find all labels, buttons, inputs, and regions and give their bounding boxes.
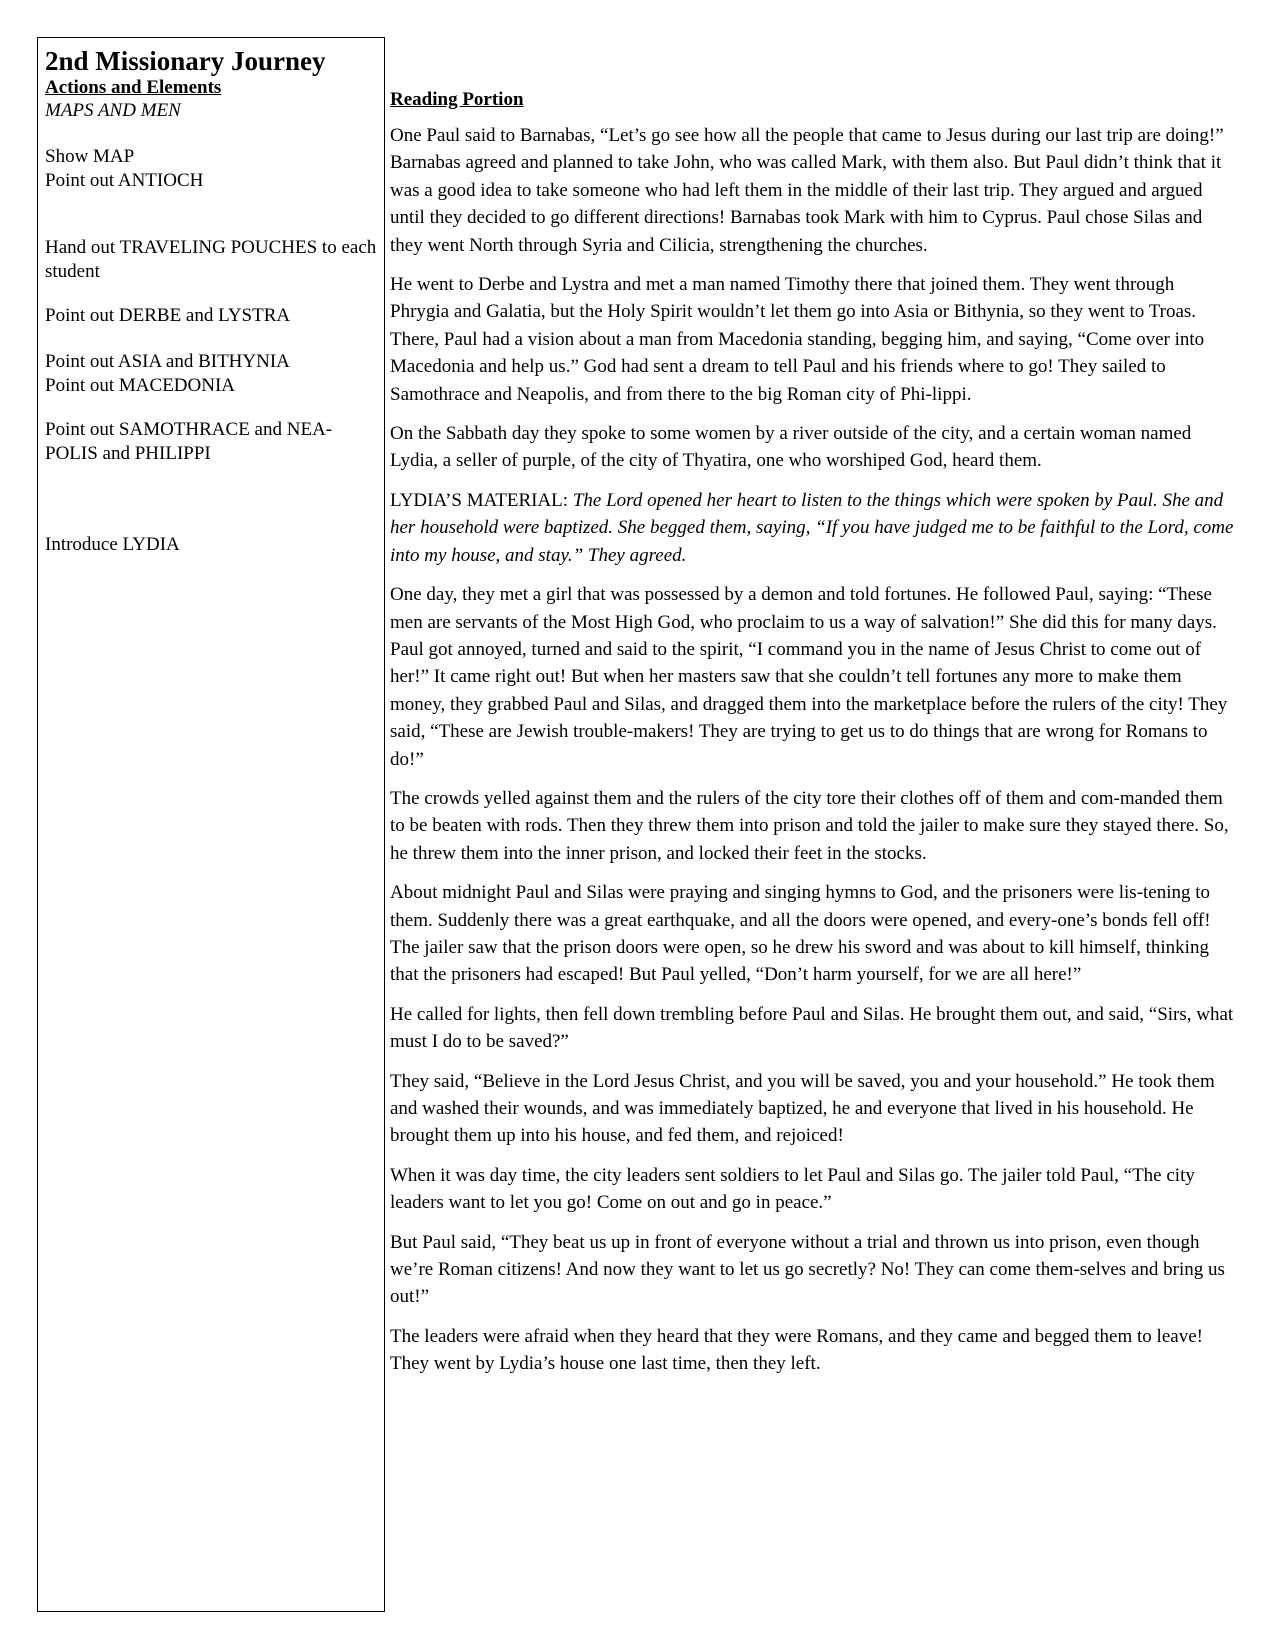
actions-sidebar: [37, 37, 385, 1612]
reading-paragraph: On the Sabbath day they spoke to some women by a river outside of the city, and a certain woman named Lydia, a seller of purple, of the city of Thyatira, one who worshiped God, heard them.: [390, 423, 1192, 472]
reading-paragraph: He called for lights, then fell down trembling before Paul and Silas. He brought them out, and said, “Sirs, what must I do to be saved?”: [390, 1003, 1234, 1053]
action-block: [45, 304, 381, 328]
action-line: Point out DERBE and LYSTRA: [45, 305, 291, 326]
action-block: [45, 350, 381, 398]
reading-portion: [390, 88, 1235, 1390]
reading-paragraph: But Paul said, “They beat us up in front of everyone without a trial and thrown us into prison, even though we’re Roman citizens! And now they want to let us go secretly? No! They can come them-selves and bring us out!”: [390, 1231, 1225, 1308]
lydia-material-text: The Lord opened her heart to listen to the things which were spoken by Paul. She and her household were baptized. She begged them, saying, “If you have judged me to be faithful to the Lord, come into my house, and stay.” They agreed.: [390, 489, 1234, 566]
reading-paragraph: He went to Derbe and Lystra and met a man named Timothy there that joined them. They went through Phrygia and Galatia, but the Holy Spirit wouldn’t let them go into Asia or Bithynia, so they went to Troas. There, Paul had a vision about a man from Macedonia standing, begging him, and saying, “Come over into Macedonia and help us.” God had sent a dream to tell Paul and his friends where to go! They sailed to Samothrace and Neapolis, and from there to the big Roman city of Phi-lippi.: [390, 274, 1205, 405]
action-line: Show MAP: [45, 146, 135, 167]
reading-paragraph: When it was day time, the city leaders sent soldiers to let Paul and Silas go. The jailer told Paul, “The city leaders want to let you go! Come on out and go in peace.”: [390, 1164, 1195, 1214]
action-line: Introduce LYDIA: [45, 534, 180, 555]
reading-paragraph: One Paul said to Barnabas, “Let’s go see how all the people that came to Jesus during our last trip are doing!” Barnabas agreed and planned to take John, who was called Mark, with them also. But Paul didn’t think that it was a good idea to take someone who had left them in the middle of their last trip. They argued and argued until they decided to go different directions! Barnabas took Mark with him to Cyprus. Paul chose Silas and they went North through Syria and Cilicia, strengthening the churches.: [390, 125, 1224, 256]
reading-paragraph: One day, they met a girl that was possessed by a demon and told fortunes. He followed Paul, saying: “These men are servants of the Most High God, who proclaim to us a way of salvation!” She did this for many days. Paul got annoyed, turned and said to the spirit, “I command you in the name of Jesus Christ to come out of her!” It came right out! But when her masters saw that she couldn’t tell fortunes any more to make them money, they grabbed Paul and Silas, and dragged them into the marketplace before the rulers of the city! They said, “These are Jewish trouble-makers! They are trying to get us to do things that are wrong for Romans to do!”: [390, 584, 1228, 770]
lydia-material-paragraph: [390, 487, 1235, 569]
action-block: [45, 418, 381, 466]
maps-and-men-label: MAPS AND MEN: [45, 100, 181, 121]
lydia-material-label: LYDIA’S MATERIAL:: [390, 489, 573, 511]
journey-title: 2nd Missionary Journey: [45, 46, 326, 76]
reading-paragraph: They said, “Believe in the Lord Jesus Christ, and you will be saved, you and your household.” He took them and washed their wounds, and was immediately baptized, he and everyone that lived in his household. He brought them up into his house, and fed them, and rejoiced!: [390, 1070, 1215, 1147]
reading-paragraph: The crowds yelled against them and the rulers of the city tore their clothes off of them and com-manded them to be beaten with rods. Then they threw them into prison and told the jailer to make sure they stayed there. So, he threw them into the inner prison, and locked their feet in the stocks.: [390, 787, 1229, 864]
actions-subtitle: Actions and Elements: [45, 77, 222, 98]
action-block: [45, 236, 381, 284]
action-line: Point out MACEDONIA: [45, 375, 236, 396]
reading-heading: Reading Portion: [390, 89, 524, 110]
action-line: Point out ANTIOCH: [45, 170, 204, 191]
action-block: [45, 145, 381, 193]
action-line: Point out SAMOTHRACE and NEA-POLIS and PHILIPPI: [45, 419, 333, 464]
action-line: Hand out TRAVELING POUCHES to each student: [45, 237, 377, 282]
reading-paragraph: About midnight Paul and Silas were praying and singing hymns to God, and the prisoners were lis-tening to them. Suddenly there was a great earthquake, and all the doors were opened, and every-one’s bonds fell off! The jailer saw that the prison doors were open, so he drew his sword and was about to kill himself, thinking that the prisoners had escaped! But Paul yelled, “Don’t harm yourself, for we are all here!”: [390, 882, 1211, 986]
reading-paragraph: The leaders were afraid when they heard that they were Romans, and they came and begged them to leave! They went by Lydia’s house one last time, then they left.: [390, 1325, 1203, 1375]
action-line: Point out ASIA and BITHYNIA: [45, 351, 290, 372]
action-block: [45, 533, 381, 557]
